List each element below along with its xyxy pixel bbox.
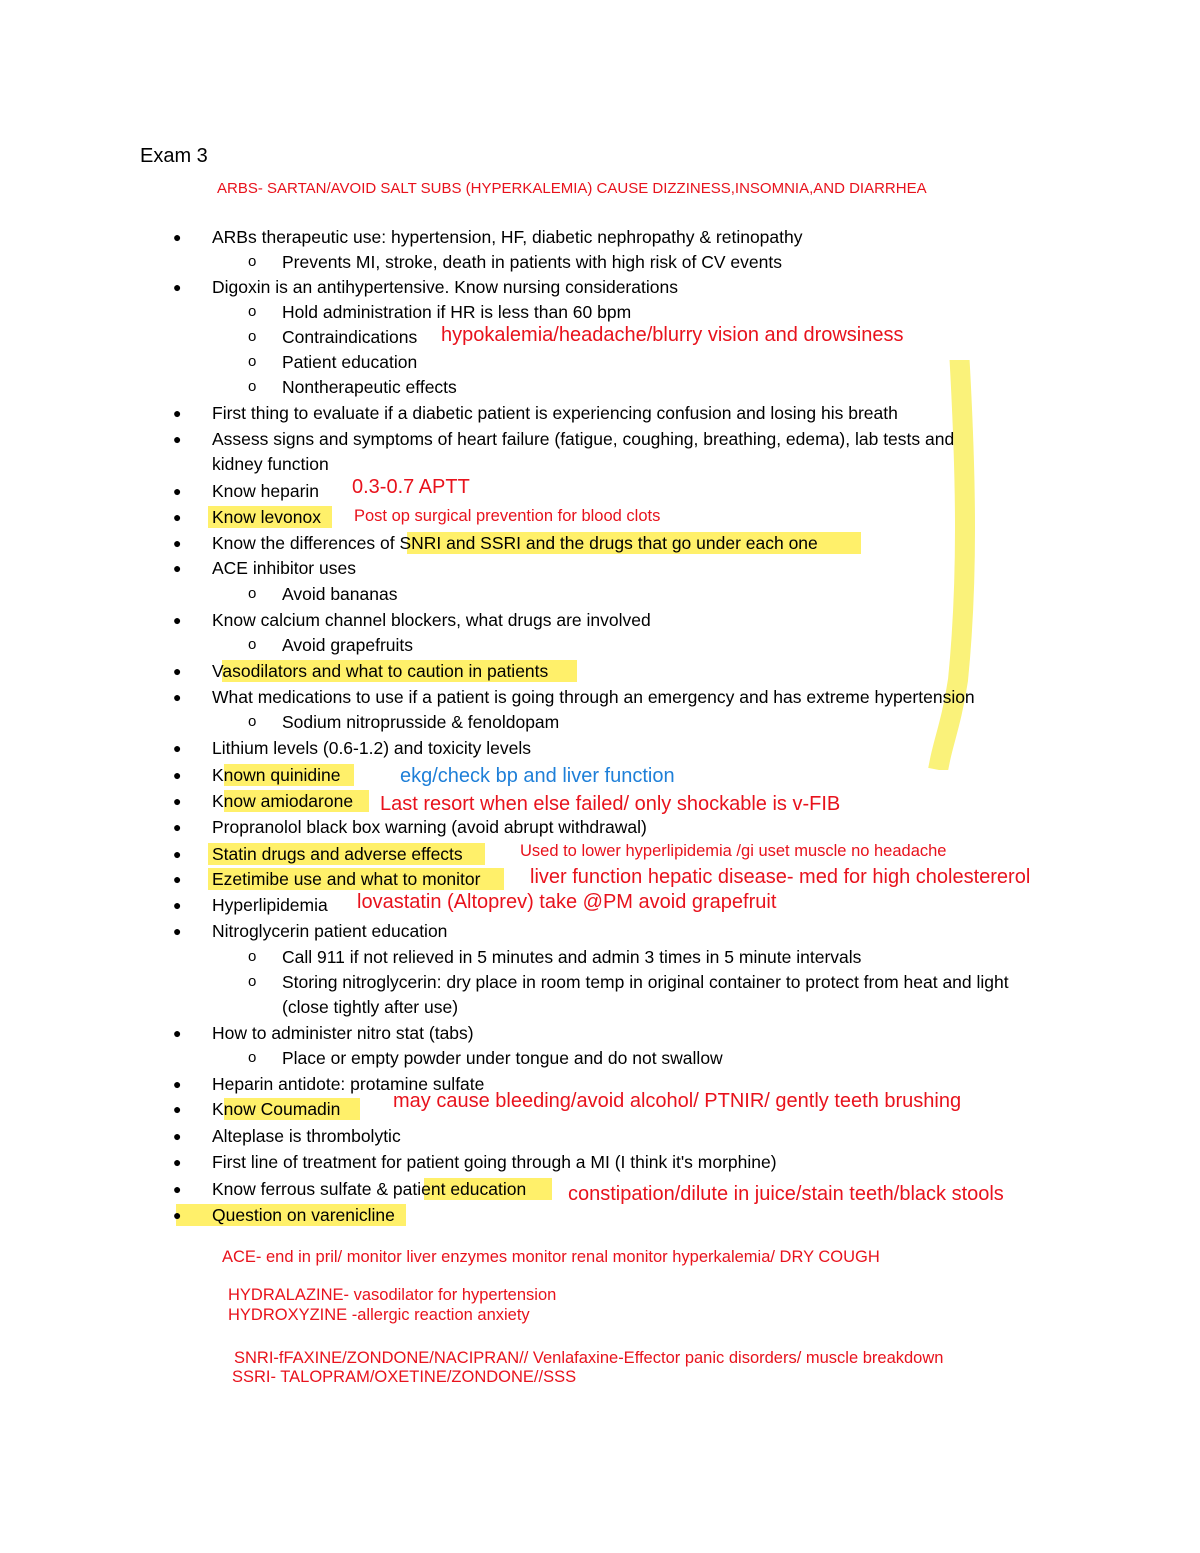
list-item-coumadin: Know Coumadin [212, 1099, 341, 1119]
highlighter-stroke [900, 360, 990, 770]
bullet: ● [173, 1207, 182, 1223]
sub-bullet: o [248, 378, 257, 395]
sub-bullet: o [248, 948, 257, 965]
list-item-nitroglycerin: Nitroglycerin patient education [212, 921, 448, 941]
annotation-amiodarone: Last resort when else failed/ only shockable is v-FIB [380, 793, 841, 815]
list-item-emergency: What medications to use if a patient is going through an emergency and has extreme hypertension [212, 687, 975, 707]
list-item-heparin-antidote: Heparin antidote: protamine sulfate [212, 1074, 485, 1094]
note-snri: SNRI-fFAXINE/ZONDONE/NACIPRAN// Venlafaxine-Effector panic disorders/ muscle breakdown [234, 1349, 944, 1367]
sub-bullet: o [248, 973, 257, 990]
bullet: ● [173, 663, 182, 679]
bullet: ● [173, 793, 182, 809]
list-item-heart-failure-cont: kidney function [212, 454, 329, 474]
bullet: ● [173, 819, 182, 835]
list-item-propranolol: Propranolol black box warning (avoid abrupt withdrawal) [212, 817, 647, 837]
sub-item-avoid-bananas: Avoid bananas [282, 584, 398, 604]
sub-item-storing: Storing nitroglycerin: dry place in room temp in original container to protect from heat and light [282, 972, 1009, 992]
list-item-quinidine: Known quinidine [212, 765, 341, 785]
sub-item-nontherapeutic: Nontherapeutic effects [282, 377, 457, 397]
annotation-hyperlipidemia: lovastatin (Altoprev) take @PM avoid grapefruit [357, 891, 777, 913]
bullet: ● [173, 1101, 182, 1117]
sub-bullet: o [248, 253, 257, 270]
sub-bullet: o [248, 353, 257, 370]
list-item-heart-failure: Assess signs and symptoms of heart failure (fatigue, coughing, breathing, edema), lab tests and [212, 429, 955, 449]
sub-item-nitroprusside: Sodium nitroprusside & fenoldopam [282, 712, 560, 732]
bullet: ● [173, 1181, 182, 1197]
list-item-ferrous: Know ferrous sulfate & patient education [212, 1179, 527, 1199]
sub-item-storing-cont: (close tightly after use) [282, 997, 459, 1017]
sub-item-under-tongue: Place or empty powder under tongue and do not swallow [282, 1048, 723, 1068]
bullet: ● [173, 923, 182, 939]
bullet: ● [173, 560, 182, 576]
list-item-ccb: Know calcium channel blockers, what drugs are involved [212, 610, 651, 630]
bullet: ● [173, 535, 182, 551]
annotation-levonox: Post op surgical prevention for blood clots [354, 507, 661, 525]
sub-item-hold: Hold administration if HR is less than 60 bpm [282, 302, 632, 322]
list-item-vasodilators: Vasodilators and what to caution in patients [212, 661, 549, 681]
annotation-heparin: 0.3-0.7 APTT [352, 476, 470, 498]
annotation-ferrous: constipation/dilute in juice/stain teeth/black stools [568, 1183, 1004, 1205]
annotation-statin: Used to lower hyperlipidemia /gi uset muscle no headache [520, 842, 947, 860]
bullet: ● [173, 846, 182, 862]
bullet: ● [173, 1128, 182, 1144]
annotation-ezetimibe: liver function hepatic disease- med for high cholestererol [530, 866, 1031, 888]
list-item-amiodarone: Know amiodarone [212, 791, 354, 811]
list-item-alteplase: Alteplase is thrombolytic [212, 1126, 401, 1146]
sub-bullet: o [248, 636, 257, 653]
list-item-first-thing: First thing to evaluate if a diabetic patient is experiencing confusion and losing his breath [212, 403, 898, 423]
annotation-quinidine: ekg/check bp and liver function [400, 765, 675, 787]
sub-bullet: o [248, 713, 257, 730]
sub-item-contraindications: Contraindications [282, 327, 418, 347]
bullet: ● [173, 1154, 182, 1170]
list-item-lithium: Lithium levels (0.6-1.2) and toxicity levels [212, 738, 532, 758]
note-ssri: SSRI- TALOPRAM/OXETINE/ZONDONE//SSS [232, 1368, 577, 1386]
list-item-snri-ssri [212, 532, 818, 554]
bullet: ● [173, 612, 182, 628]
bullet: ● [173, 1025, 182, 1041]
list-item-ezetimibe: Ezetimibe use and what to monitor [212, 869, 481, 889]
bullet: ● [173, 871, 182, 887]
sub-bullet: o [248, 328, 257, 345]
bullet: ● [173, 279, 182, 295]
bullet: ● [173, 483, 182, 499]
sub-item-patient-education: Patient education [282, 352, 418, 372]
bullet: ● [173, 229, 182, 245]
list-item-digoxin: Digoxin is an antihypertensive. Know nursing considerations [212, 277, 678, 297]
snri-text: Know the differences of [212, 533, 400, 553]
list-item-mi-first-line: First line of treatment for patient going through a MI (I think it's morphine) [212, 1152, 777, 1172]
bullet: ● [173, 431, 182, 447]
list-item-statin: Statin drugs and adverse effects [212, 844, 463, 864]
bullet: ● [173, 767, 182, 783]
annotation-coumadin: may cause bleeding/avoid alcohol/ PTNIR/ gently teeth brushing [393, 1090, 962, 1112]
sub-bullet: o [248, 303, 257, 320]
list-item-hyperlipidemia: Hyperlipidemia [212, 895, 328, 915]
bullet: ● [173, 509, 182, 525]
bullet: ● [173, 405, 182, 421]
sub-item-call-911: Call 911 if not relieved in 5 minutes and admin 3 times in 5 minute intervals [282, 947, 862, 967]
list-item-nitro-stat: How to administer nitro stat (tabs) [212, 1023, 474, 1043]
snri-highlighted-text: SNRI and SSRI and the drugs that go under each one [399, 533, 818, 553]
list-item-heparin: Know heparin [212, 481, 320, 501]
bullet: ● [173, 740, 182, 756]
sub-item-arbs: Prevents MI, stroke, death in patients with high risk of CV events [282, 252, 782, 272]
page-title: Exam 3 [140, 145, 208, 167]
list-item-ace: ACE inhibitor uses [212, 558, 356, 578]
bullet: ● [173, 689, 182, 705]
list-item-levonox: Know levonox [212, 507, 321, 527]
list-item-arbs: ARBs therapeutic use: hypertension, HF, diabetic nephropathy & retinopathy [212, 227, 803, 247]
sub-bullet: o [248, 585, 257, 602]
note-hydroxyzine: HYDROXYZINE -allergic reaction anxiety [228, 1306, 530, 1324]
bullet: ● [173, 1076, 182, 1092]
list-item-varenicline: Question on varenicline [212, 1205, 395, 1225]
sub-bullet: o [248, 1049, 257, 1066]
note-ace: ACE- end in pril/ monitor liver enzymes monitor renal monitor hyperkalemia/ DRY COUGH [222, 1248, 880, 1266]
annotation-contraindications: hypokalemia/headache/blurry vision and drowsiness [441, 324, 904, 346]
bullet: ● [173, 897, 182, 913]
note-hydralazine: HYDRALAZINE- vasodilator for hypertension [228, 1286, 557, 1304]
sub-item-avoid-grapefruits: Avoid grapefruits [282, 635, 414, 655]
arbs-note: ARBS- SARTAN/AVOID SALT SUBS (HYPERKALEMIA) CAUSE DIZZINESS,INSOMNIA,AND DIARRHEA [217, 180, 927, 197]
